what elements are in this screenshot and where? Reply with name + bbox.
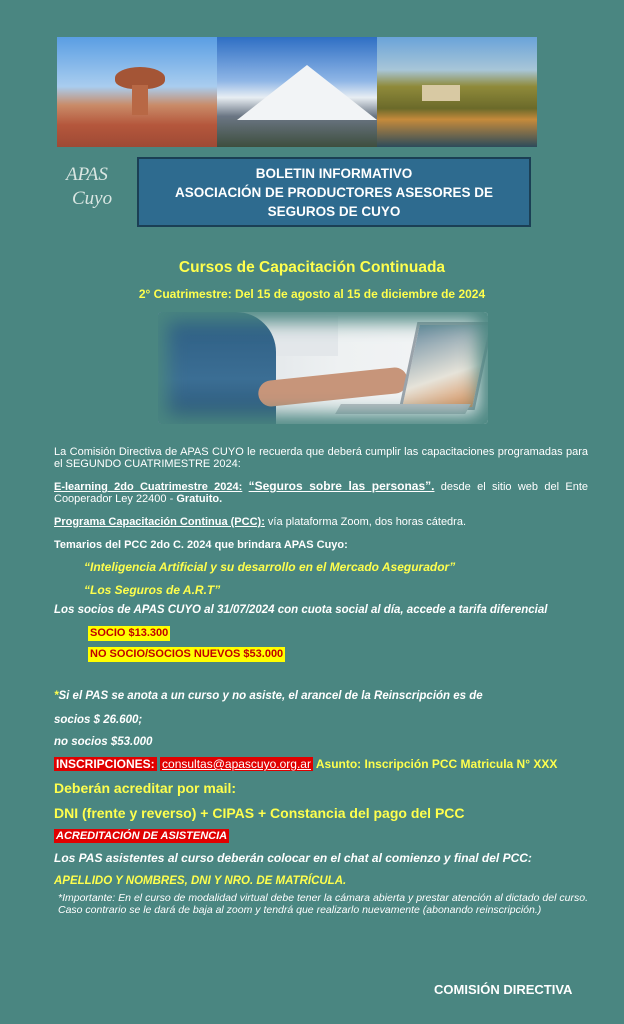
non-member-price-badge: NO SOCIO/SOCIOS NUEVOS $53.000 <box>90 648 284 660</box>
elearning-paragraph: E-learning 2do Cuatrimestre 2024: “Seguros sobre las personas”. desde el sitio web del Ente Cooperador Ley 22400 - Gratuito. <box>54 479 588 505</box>
members-rate-note: Los socios de APAS CUYO al 31/07/2024 con cuota social al día, accede a tarifa diferencial <box>54 604 548 616</box>
association-name-line2: SEGUROS DE CUYO <box>267 204 401 219</box>
laptop-photo <box>158 312 488 424</box>
temarios-heading: Temarios del PCC 2do C. 2024 que brindara APAS Cuyo: <box>54 539 348 551</box>
topic-ai: “Inteligencia Artificial y su desarrollo en el Mercado Asegurador” <box>84 560 456 574</box>
requirements-list: DNI (frente y reverso) + CIPAS + Constancia del pago del PCC <box>54 805 465 821</box>
course-dates: 2° Cuatrimestre: Del 15 de agosto al 15 de diciembre de 2024 <box>138 287 486 301</box>
reinscription-nonmembers: no socios $53.000 <box>54 736 153 748</box>
banner-photo-lake-hotel <box>377 37 537 147</box>
inscriptions-line <box>54 757 557 771</box>
topic-art: “Los Seguros de A.R.T” <box>84 583 221 597</box>
banner-photo-mountain <box>217 37 377 147</box>
attendance-instructions: Los PAS asistentes al curso deberán colocar en el chat al comienzo y final del PCC: <box>54 851 532 865</box>
reinscription-members: socios $ 26.600; <box>54 714 143 726</box>
requirements-heading: Deberán acreditar por mail: <box>54 780 237 796</box>
email-link[interactable]: consultas@apascuyo.org.ar <box>162 757 311 771</box>
apas-cuyo-logo: APAS Cuyo <box>66 164 113 209</box>
attendance-badge: ACREDITACIÓN DE ASISTENCIA <box>56 830 228 842</box>
banner-photo-rock-formation <box>57 37 217 147</box>
header-banner <box>57 37 537 147</box>
bulletin-title: BOLETIN INFORMATIVO <box>255 166 413 181</box>
attendance-fields: APELLIDO Y NOMBRES, DNI Y NRO. DE MATRÍCULA. <box>54 875 347 887</box>
course-title: Cursos de Capacitación Continuada <box>178 259 446 276</box>
intro-paragraph: La Comisión Directiva de APAS CUYO le recuerda que deberá cumplir las capacitaciones programadas para el SEGUNDO CUATRIMESTRE 2024: <box>54 446 588 470</box>
subject-text: Asunto: Inscripción PCC Matricula N° XXX <box>312 757 558 771</box>
pcc-paragraph: Programa Capacitación Continua (PCC): vía plataforma Zoom, dos horas cátedra. <box>54 516 467 528</box>
signature: COMISIÓN DIRECTIVA <box>434 982 573 997</box>
association-name-line1: ASOCIACIÓN DE PRODUCTORES ASESORES DE <box>174 185 494 200</box>
important-note: *Importante: En el curso de modalidad virtual debe tener la cámara abierta y prestar atención al dictado del curso. Caso contrario se le dará de baja al zoom y tendrá que realizarlo nuevamente (abonando reinscripción.) <box>58 892 588 916</box>
bulletin-header <box>137 157 531 227</box>
reinscription-note: *Si el PAS se anota a un curso y no asiste, el arancel de la Reinscripción es de <box>54 690 483 702</box>
inscriptions-label: INSCRIPCIONES: <box>56 757 155 771</box>
member-price-badge: SOCIO $13.300 <box>90 627 169 639</box>
